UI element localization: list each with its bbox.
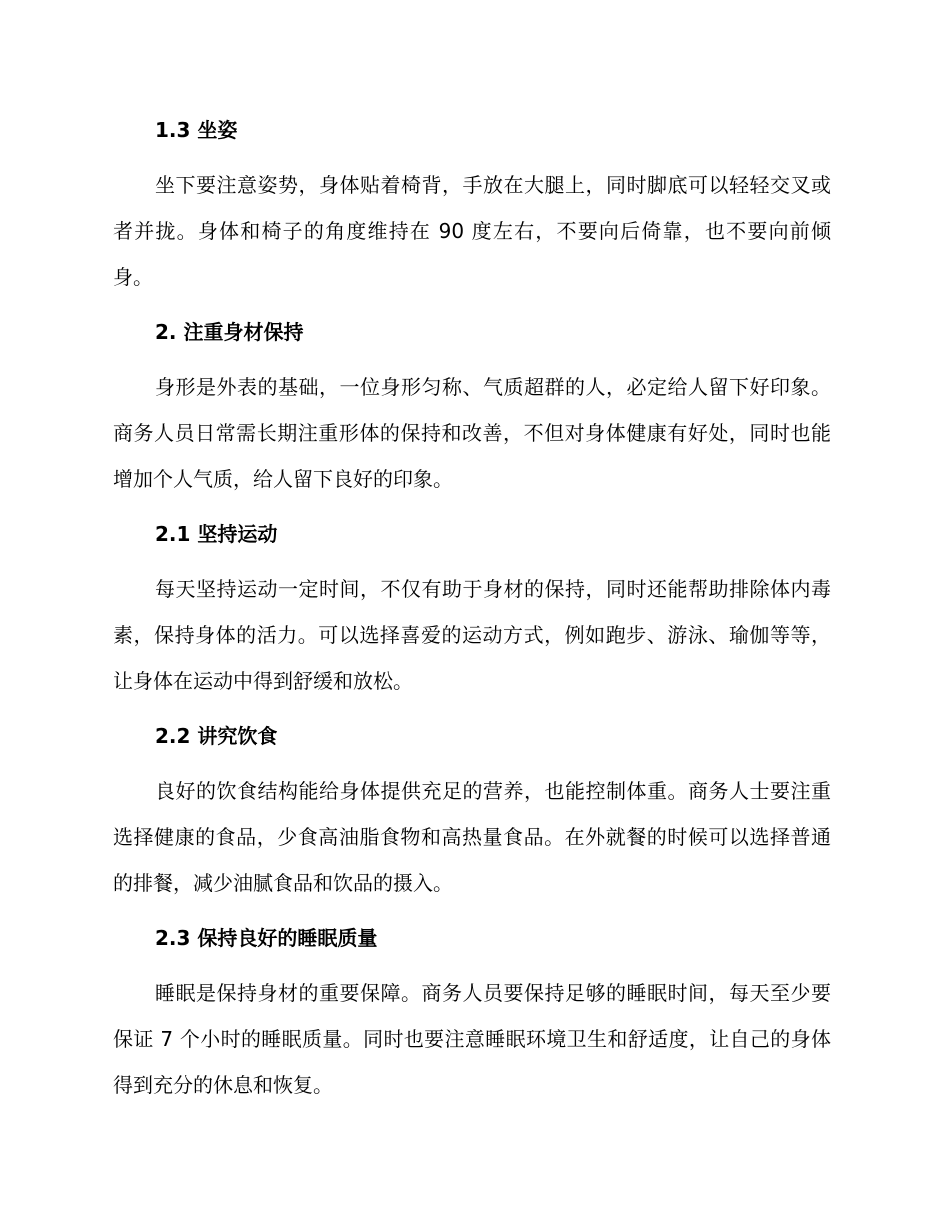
section-heading-sleep: 2.3 保持良好的睡眠质量 xyxy=(155,926,378,950)
section-body-diet: 良好的饮食结构能给身体提供充足的营养，也能控制体重。商务人士要注重选择健康的食品，少食高油脂食物和高热量食品。在外就餐的时候可以选择普通的排餐，减少油腻食品和饮品的摄入。 xyxy=(113,779,831,895)
section-body-sleep: 睡眠是保持身材的重要保障。商务人员要保持足够的睡眠时间，每天至少要保证 7 个小时的睡眠质量。同时也要注意睡眠环境卫生和舒适度，让自己的身体得到充分的休息和恢复。 xyxy=(113,981,831,1097)
section-heading-exercise: 2.1 坚持运动 xyxy=(155,522,278,546)
section-body-exercise: 每天坚持运动一定时间，不仅有助于身材的保持，同时还能帮助排除体内毒素，保持身体的活力。可以选择喜爱的运动方式，例如跑步、游泳、瑜伽等等，让身体在运动中得到舒缓和放松。 xyxy=(113,577,831,693)
section-body-sitting-posture: 坐下要注意姿势，身体贴着椅背，手放在大腿上，同时脚底可以轻轻交叉或者并拢。身体和椅子的角度维持在 90 度左右，不要向后倚靠，也不要向前倾身。 xyxy=(113,173,831,289)
section-heading-sitting-posture: 1.3 坐姿 xyxy=(155,118,238,142)
section-body-body-shape: 身形是外表的基础，一位身形匀称、气质超群的人，必定给人留下好印象。商务人员日常需长期注重形体的保持和改善，不但对身体健康有好处，同时也能增加个人气质，给人留下良好的印象。 xyxy=(113,375,831,491)
section-heading-body-shape: 2. 注重身材保持 xyxy=(155,320,304,344)
document-page xyxy=(113,110,831,1108)
section-heading-diet: 2.2 讲究饮食 xyxy=(155,724,278,748)
